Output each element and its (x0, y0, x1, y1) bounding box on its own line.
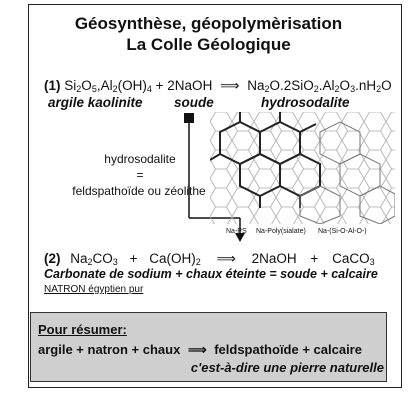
label-argile-kaolinite: argile kaolinite (48, 95, 143, 110)
eq1-number: (1) (44, 78, 61, 93)
eq2-product-1: 2NaOH (251, 251, 297, 266)
eq2-reactant-2: $Ca(OH)_2$ (149, 251, 201, 267)
eq2-number: (2) (44, 251, 61, 266)
label-na-ps: Na-PS (226, 228, 247, 235)
label-na-si-o-al-o: Na-(Si-O-Al-O-) (318, 228, 367, 235)
eq1-product: $Na_2O.2SiO_2.Al_2O_3.nH_2O$ (247, 78, 392, 94)
summary-heading: Pour résumer: (38, 322, 127, 337)
title-line-2: La Colle Géologique (126, 35, 291, 54)
sodalite-structure-image (210, 112, 395, 224)
eq1-arrow: ⟹ (220, 78, 240, 93)
eq2-arrow: ⟹ (216, 251, 236, 266)
title-line-1: Géosynthèse, géopolymèrisation (74, 14, 343, 33)
summary-right: feldspathoïde + calcaire (214, 342, 362, 357)
eq1-plus: + (155, 78, 164, 93)
eq2-reactant-1: $Na_2CO_3$ (70, 251, 118, 267)
eq2-caption: Carbonate de sodium + chaux éteinte = soude + calcaire (44, 267, 378, 281)
soude-marker (184, 113, 194, 123)
eq2-plus-1: + (129, 251, 138, 266)
summary-line-2: c'est-à-dire une pierre naturelle (190, 360, 384, 375)
eq2-plus-2: + (310, 251, 319, 266)
label-na-polysialate: Na-Poly(sialate) (256, 228, 306, 235)
label-soude: soude (174, 95, 214, 110)
summary-arrow: ⟹ (187, 342, 207, 357)
equation-2 (44, 251, 375, 267)
eq1-reactant-1: $Si_2O_5,Al_2(OH)_4$ (64, 78, 152, 94)
side-text-hydrosodalite: hydrosodalite (104, 152, 176, 166)
eq1-reactant-2: 2NaOH (167, 78, 213, 93)
side-text-equals: = (136, 168, 144, 182)
eq2-note-natron: NATRON égyptien pur (44, 284, 144, 295)
summary-line-1 (38, 342, 362, 358)
summary-left: argile + natron + chaux (38, 342, 181, 357)
label-hydrosodalite: hydrosodalite (261, 95, 350, 110)
side-text-feldspathoide: feldspathoïde ou zéolithe (72, 184, 206, 198)
eq2-product-2: CaCO$_3$ (332, 251, 375, 267)
